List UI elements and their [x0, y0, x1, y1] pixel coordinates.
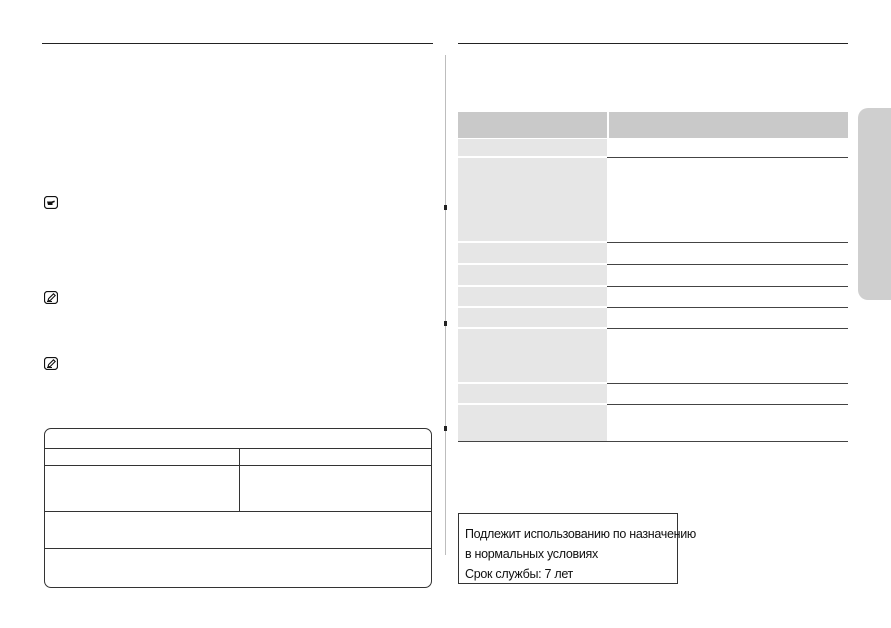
- note-pencil-icon: [44, 357, 58, 370]
- table-bottom-rule: [458, 441, 848, 442]
- table-row-divider: [45, 548, 431, 549]
- table-label-cell: [458, 329, 607, 382]
- table-row-divider: [607, 307, 848, 308]
- table-row-divider: [607, 242, 848, 243]
- right-page-top-rule: [458, 43, 848, 44]
- table-header-cell: [609, 112, 848, 138]
- table-row-divider: [607, 404, 848, 405]
- gutter-mark-middle: [444, 321, 447, 326]
- pointing-hand-icon: [44, 196, 58, 209]
- gutter-mark-bottom: [444, 426, 447, 431]
- table-label-cell: [458, 384, 607, 403]
- table-label-cell: [458, 308, 607, 327]
- center-gutter-line: [445, 55, 446, 555]
- gutter-mark-top: [444, 205, 447, 210]
- table-label-cell: [458, 139, 607, 156]
- service-life-notice: [458, 513, 696, 584]
- table-column-divider: [239, 448, 240, 511]
- table-row-divider: [607, 264, 848, 265]
- table-row-divider: [607, 383, 848, 384]
- table-row-divider: [607, 328, 848, 329]
- notice-line-service-life: Срок службы: 7 лет: [465, 567, 573, 581]
- table-header-cell: [458, 112, 607, 138]
- table-label-cell: [458, 405, 607, 441]
- chapter-side-tab: [858, 108, 891, 300]
- notice-line-conditions: в нормальных условиях: [465, 547, 598, 561]
- table-row-divider: [45, 511, 431, 512]
- table-row-divider: [45, 465, 431, 466]
- table-label-cell: [458, 265, 607, 285]
- table-row-divider: [45, 448, 431, 449]
- table-label-cell: [458, 158, 607, 241]
- notice-line-usage: Подлежит использованию по назначению: [465, 527, 696, 541]
- table-row-divider: [607, 157, 848, 158]
- left-page-top-rule: [42, 43, 433, 44]
- left-info-table: [44, 428, 432, 588]
- table-label-cell: [458, 243, 607, 263]
- table-label-cell: [458, 287, 607, 306]
- note-pencil-icon: [44, 291, 58, 304]
- table-row-divider: [607, 286, 848, 287]
